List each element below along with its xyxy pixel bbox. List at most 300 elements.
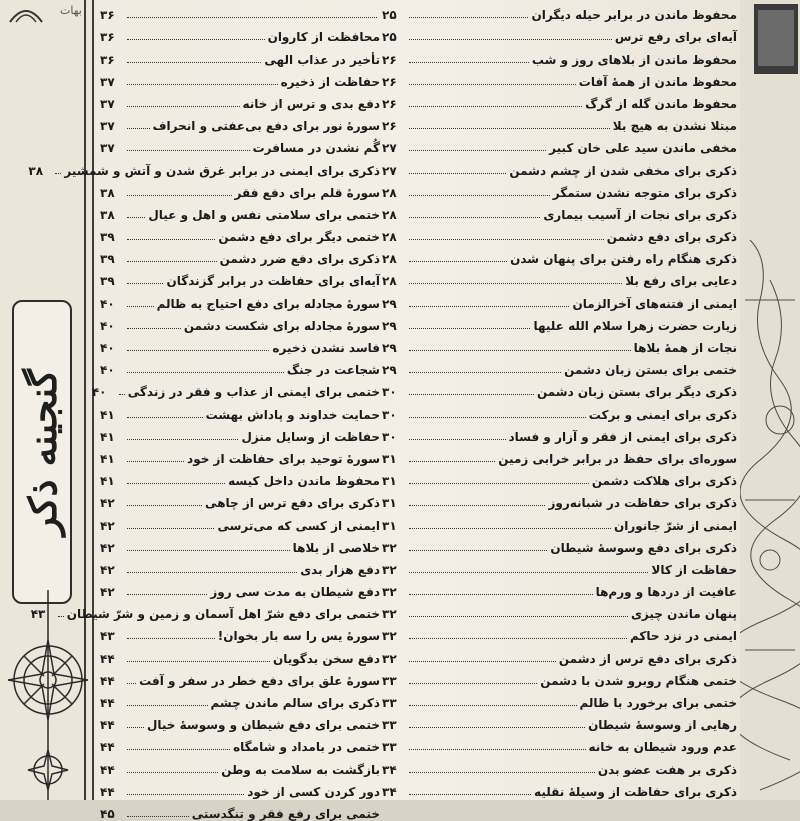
toc-entry-page: ۳۷ [100, 74, 115, 89]
toc-entry-page: ۳۸ [28, 163, 44, 178]
toc-entry-page: ۲۸ [382, 207, 397, 222]
toc-entry-page: ۳۳ [382, 740, 397, 755]
running-header: بهات [60, 4, 82, 17]
toc-entry-title: ختمی برای ایمنی از عذاب و فقر در زندگی [127, 385, 380, 400]
toc-entry [382, 599, 737, 621]
toc-entry-page: ۲۵ [382, 30, 397, 45]
toc-entry [382, 355, 737, 377]
toc-entry-title: شجاعت در جنگ [286, 363, 380, 378]
toc-entry-title: ختمی برای دفع شرّ اهل آسمان و زمین و شرّ شیطان [66, 607, 380, 622]
toc-entry-title: ختمی برای رفع فقر و تنگدستی [191, 806, 380, 821]
toc-entry-title: دفع بدی و ترس از خانه [242, 96, 380, 111]
toc-entry-page: ۲۵ [382, 8, 397, 23]
toc-entry-page: ۳۴ [382, 784, 397, 799]
toc-entry-page: ۴۱ [100, 451, 115, 466]
toc-entry-title: زیارت حضرت زهرا سلام الله علیها [533, 318, 737, 333]
toc-entry [382, 732, 737, 754]
toc-entry-page: ۴۰ [100, 341, 115, 355]
toc-entry [100, 311, 380, 333]
book-title-cartouche [12, 300, 72, 604]
toc-entry-page: ۳۰ [382, 407, 397, 422]
toc-entry-title: آیه‌ای برای حفاظت در برابر گزندگان [166, 274, 380, 289]
toc-entry-page: ۲۶ [382, 52, 397, 67]
toc-entry-title: ذکری دیگر برای بستن زبان دشمن [536, 385, 737, 400]
toc-entry-title: سورهٔ یس را سه بار بخوان! [217, 629, 380, 644]
leader-dots [409, 616, 628, 617]
toc-entry-page: ۲۸ [382, 252, 397, 267]
toc-entry [382, 222, 737, 244]
toc-entry-page: ۳۱ [382, 518, 397, 533]
toc-entry [382, 466, 737, 488]
leader-dots [409, 195, 550, 196]
toc-entry-title: ذکری برای حفاظت از وسیلهٔ نقلیه [534, 784, 737, 799]
toc-entry-title: ختمی هنگام روبرو شدن با دشمن [540, 673, 737, 688]
toc-entry-title: دور کردن کسی از خود [247, 784, 380, 799]
toc-entry-title: ذکری برای دفع دشمن [606, 230, 737, 245]
toc-entry-title: ختمی برای بستن زبان دشمن [564, 363, 737, 378]
leader-dots [127, 106, 240, 107]
toc-entry [100, 732, 380, 754]
toc-entry [382, 488, 737, 510]
leader-dots [409, 594, 593, 595]
leader-dots [409, 328, 530, 329]
leader-dots [127, 749, 230, 750]
leader-dots [409, 128, 610, 129]
leader-dots [409, 17, 528, 18]
leader-dots [127, 683, 136, 684]
toc-entry-title: ذکری برای دفع ضرر دشمن [219, 252, 380, 267]
leader-dots [409, 417, 586, 418]
toc-entry [382, 89, 737, 111]
toc-entry [382, 533, 737, 555]
toc-entry-page: ۲۶ [382, 96, 397, 111]
toc-entry [382, 621, 737, 643]
toc-entry-page: ۴۵ [100, 806, 115, 821]
map-illustration-icon [740, 0, 800, 800]
toc-entry-title: ایمنی از شرّ جانوران [614, 518, 737, 533]
toc-entry [382, 133, 737, 155]
toc-entry-page: ۳۲ [382, 540, 397, 555]
toc-entry-title: ایمنی در نزد حاکم [630, 629, 737, 644]
toc-entry [382, 754, 737, 776]
toc-entry [100, 777, 380, 799]
toc-entry [382, 422, 737, 444]
leader-dots [409, 217, 540, 218]
toc-entry-page: ۲۷ [382, 141, 397, 156]
leader-dots [409, 173, 506, 174]
toc-entry [382, 643, 737, 665]
toc-entry-page: ۲۶ [382, 119, 397, 134]
toc-entry-title: ایمنی از فتنه‌های آخرالزمان [572, 296, 737, 311]
toc-entry-title: مخفی ماندن سید علی خان کبیر [549, 141, 737, 156]
toc-entry [382, 510, 737, 532]
leader-dots [58, 616, 64, 617]
leader-dots [409, 283, 622, 284]
toc-entry-title: حفاظت از وسایل منزل [241, 429, 380, 444]
toc-entry-title: سوره‌ای برای حفظ در برابر خرابی زمین [498, 451, 737, 466]
toc-entry-title: ذکری برای دفع ترس از چاهی [205, 496, 380, 511]
leader-dots [127, 150, 250, 151]
toc-entry [100, 178, 380, 200]
toc-entry-page: ۴۰ [91, 385, 107, 400]
toc-entry-title: عافیت از دردها و ورم‌ها [595, 585, 737, 600]
toc-entry-title: ذکری برای نجات از آسیب بیماری [543, 207, 737, 222]
toc-entry-page: ۲۶ [382, 74, 397, 89]
toc-entry [382, 200, 737, 222]
toc-entry [100, 288, 380, 310]
toc-entry [100, 510, 380, 532]
toc-entry [382, 44, 737, 66]
leader-dots [409, 239, 604, 240]
toc-entry-title: سورهٔ نور برای دفع بی‌عفتی و انحراف [152, 119, 380, 134]
toc-entry [382, 577, 737, 599]
toc-entry-title: سورهٔ علق برای دفع خطر در سفر و آفت [139, 673, 380, 688]
toc-entry-title: نجات از همهٔ بلاها [633, 341, 737, 355]
toc-entry-page: ۳۰ [382, 385, 397, 400]
toc-entry-page: ۴۱ [100, 407, 115, 422]
toc-entry-page: ۲۹ [382, 341, 397, 355]
toc-entry-title: گُم نشدن در مسافرت [252, 141, 380, 156]
toc-entry-page: ۳۰ [382, 429, 397, 444]
leader-dots [127, 417, 203, 418]
toc-entry-title: سورهٔ قلم برای دفع فقر [234, 185, 380, 200]
toc-entry-page: ۴۴ [100, 673, 115, 688]
toc-entry-title: محافظت از کاروان [267, 30, 380, 45]
leader-dots [409, 661, 556, 662]
leader-dots [409, 306, 569, 307]
toc-entry [100, 67, 380, 89]
toc-entry [382, 555, 737, 577]
toc-entry-title: دفع شیطان به مدت سی روز [210, 585, 380, 600]
toc-entry-title: ذکری برای ایمنی در برابر غرق شدن و آتش و شمشیر [64, 163, 380, 178]
toc-entry-page: ۴۲ [100, 496, 115, 511]
toc-entry-title: ذکری برای حفاظت در شبانه‌روز [548, 496, 737, 511]
toc-entry-page: ۴۴ [100, 651, 115, 666]
toc-entry-page: ۴۲ [100, 518, 115, 533]
toc-entry [382, 266, 737, 288]
toc-entry [100, 111, 380, 133]
toc-entry-title: ختمی برای برخورد با ظالم [579, 696, 737, 710]
toc-entry [100, 710, 380, 732]
toc-entry [382, 399, 737, 421]
leader-dots [409, 505, 545, 506]
leader-dots [409, 749, 586, 750]
leader-dots [127, 261, 217, 262]
leader-dots [127, 283, 163, 284]
toc-entry-title: محفوظ ماندن گله از گرگ [585, 96, 737, 111]
toc-entry-page: ۴۱ [100, 429, 115, 444]
toc-entry-title: خلاصی از بلاها [292, 540, 380, 555]
toc-column-right [382, 0, 737, 799]
leader-dots [409, 772, 595, 773]
toc-entry-page: ۳۶ [100, 8, 115, 23]
toc-entry [100, 799, 380, 821]
toc-entry-title: ختمی در بامداد و شامگاه [233, 740, 380, 755]
toc-entry-page: ۴۳ [100, 629, 115, 644]
toc-entry-page: ۳۹ [100, 252, 115, 267]
leader-dots [409, 483, 589, 484]
toc-entry-page: ۴۱ [100, 474, 115, 489]
toc-entry [382, 666, 737, 688]
leader-dots [409, 461, 495, 462]
toc-entry-page: ۳۷ [100, 119, 115, 134]
toc-entry-title: حمایت خداوند و پاداش بهشت [205, 407, 380, 422]
toc-entry-page: ۳۹ [100, 274, 115, 289]
toc-entry [100, 422, 380, 444]
toc-entry [100, 0, 380, 22]
toc-entry-page: ۳۴ [382, 762, 397, 777]
leader-dots [409, 106, 582, 107]
toc-entry-title: ایمنی از کسی که می‌ترسی [217, 518, 380, 533]
leader-dots [127, 594, 207, 595]
toc-entry-title: ذکری برای سالم ماندن چشم [210, 696, 380, 710]
toc-entry [100, 688, 380, 710]
leader-dots [127, 17, 377, 18]
toc-entry-page: ۳۷ [100, 141, 115, 156]
leader-dots [55, 173, 61, 174]
leader-dots [409, 62, 529, 63]
leader-dots [127, 705, 208, 706]
leader-dots [409, 261, 507, 262]
toc-entry [100, 222, 380, 244]
toc-entry-page: ۳۳ [382, 673, 397, 688]
leader-dots [409, 150, 546, 151]
toc-entry-page: ۲۹ [382, 363, 397, 378]
leader-dots [127, 39, 265, 40]
toc-entry-title: ختمی برای دفع شیطان و وسوسهٔ خیال [146, 718, 380, 733]
toc-entry-title: تأخیر در عذاب الهی [264, 52, 380, 67]
toc-entry-title: محفوظ ماندن در برابر حیله دیگران [531, 8, 737, 23]
leader-dots [127, 84, 278, 85]
leader-dots [409, 794, 531, 795]
leader-dots [409, 705, 577, 706]
toc-entry [100, 44, 380, 66]
toc-entry [100, 355, 380, 377]
toc-entry [382, 444, 737, 466]
toc-entry [100, 133, 380, 155]
toc-entry-page: ۴۰ [100, 296, 115, 311]
facing-page-edge [740, 0, 800, 800]
toc-entry-title: سورهٔ توحید برای حفاظت از خود [187, 451, 380, 466]
toc-entry [100, 643, 380, 665]
leader-dots [127, 461, 184, 462]
toc-entry [100, 555, 380, 577]
toc-entry-title: ختمی دیگر برای دفع دشمن [218, 230, 380, 245]
leader-dots [409, 394, 534, 395]
toc-entry-page: ۳۳ [382, 696, 397, 710]
toc-entry-title: دفع هزار بدی [300, 562, 380, 577]
toc-entry [100, 533, 380, 555]
toc-entry [100, 754, 380, 776]
leader-dots [127, 306, 154, 307]
leader-dots [127, 816, 189, 817]
leader-dots [127, 439, 238, 440]
compass-rose-icon [6, 590, 90, 800]
toc-entry [382, 333, 737, 355]
toc-entry [382, 710, 737, 732]
leader-dots [119, 394, 125, 395]
toc-entry-title: بازگشت به سلامت به وطن [221, 762, 380, 777]
toc-entry [100, 244, 380, 266]
book-title: گنجینه ذکر [19, 368, 65, 536]
toc-entry-page: ۳۶ [100, 52, 115, 67]
toc-entry-title: رهایی از وسوسهٔ شیطان [588, 718, 737, 733]
toc-entry-page: ۳۲ [382, 607, 397, 622]
leader-dots [409, 572, 648, 573]
toc-entry-title: ذکری برای دفع ترس از دشمن [558, 651, 737, 666]
leader-dots [127, 794, 244, 795]
toc-entry-title: ذکری برای ایمنی از فقر و آزار و فساد [508, 429, 737, 444]
toc-entry [382, 311, 737, 333]
toc-entry-title: محفوظ ماندن از بلاهای روز و شب [531, 52, 737, 67]
toc-entry-page: ۳۳ [382, 718, 397, 733]
leader-dots [127, 128, 150, 129]
toc-entry [91, 377, 380, 400]
toc-entry [100, 22, 380, 44]
toc-entry-page: ۲۹ [382, 318, 397, 333]
toc-entry-page: ۴۲ [100, 562, 115, 577]
leader-dots [127, 772, 218, 773]
toc-entry-title: ختمی برای سلامتی نفس و اهل و عیال [148, 207, 380, 222]
toc-entry-page: ۴۰ [100, 318, 115, 333]
leader-dots [127, 328, 181, 329]
toc-entry-title: ذکری برای ایمنی و برکت [588, 407, 737, 422]
leader-dots [409, 350, 631, 351]
toc-entry [382, 377, 737, 399]
toc-entry-page: ۳۲ [382, 651, 397, 666]
toc-entry [382, 22, 737, 44]
leader-dots [409, 372, 561, 373]
toc-entry-page: ۳۱ [382, 474, 397, 489]
leader-dots [127, 217, 145, 218]
toc-entry-title: سورهٔ مجادله برای دفع احتیاج به ظالم [156, 296, 380, 311]
toc-entry-page: ۴۴ [100, 740, 115, 755]
leader-dots [127, 350, 269, 351]
toc-entry-title: محفوظ ماندن از همهٔ آفات [578, 74, 737, 89]
toc-entry [382, 178, 737, 200]
toc-entry-title: آیه‌ای برای رفع ترس [614, 30, 737, 45]
toc-entry [382, 111, 737, 133]
leader-dots [127, 528, 214, 529]
toc-entry-page: ۳۶ [100, 30, 115, 45]
toc-entry-page: ۳۸ [100, 207, 115, 222]
toc-entry-page: ۲۸ [382, 230, 397, 245]
toc-entry [382, 777, 737, 799]
toc-entry [100, 444, 380, 466]
toc-entry-title: ذکری برای هلاکت دشمن [591, 474, 737, 489]
toc-entry-page: ۴۳ [30, 607, 46, 622]
toc-entry [382, 67, 737, 89]
toc-entry [100, 621, 380, 643]
toc-entry-title: فاسد نشدن ذخیره [272, 341, 380, 355]
toc-entry-page: ۳۹ [100, 230, 115, 245]
toc-entry [382, 688, 737, 710]
toc-entry-page: ۲۷ [382, 163, 397, 178]
leader-dots [409, 528, 611, 529]
toc-entry-page: ۴۲ [100, 540, 115, 555]
toc-entry [100, 200, 380, 222]
leader-dots [409, 683, 537, 684]
toc-entry-title: حفاظت از کالا [651, 562, 737, 577]
toc-entry [100, 399, 380, 421]
toc-entry-page: ۴۴ [100, 784, 115, 799]
toc-entry [100, 666, 380, 688]
leader-dots [409, 727, 585, 728]
toc-entry [30, 599, 380, 622]
toc-entry [382, 244, 737, 266]
toc-entry-page: ۳۱ [382, 496, 397, 511]
toc-entry-title: ذکری برای متوجه نشدن ستمگر [552, 185, 737, 200]
leader-dots [409, 550, 547, 551]
leader-dots [409, 84, 576, 85]
leader-dots [409, 638, 627, 639]
toc-entry-page: ۳۲ [382, 562, 397, 577]
toc-entry-page: ۴۴ [100, 762, 115, 777]
toc-entry-title: عدم ورود شیطان به خانه [588, 740, 737, 755]
toc-entry-title: ذکری بر هفت عضو بدن [597, 762, 737, 777]
leader-dots [127, 727, 144, 728]
leader-dots [127, 195, 232, 196]
leader-dots [127, 572, 297, 573]
toc-entry [100, 333, 380, 355]
toc-entry-page: ۳۷ [100, 96, 115, 111]
leader-dots [409, 39, 612, 40]
toc-entry-page: ۴۴ [100, 718, 115, 733]
toc-entry-page: ۴۰ [100, 363, 115, 378]
leader-dots [127, 661, 270, 662]
leader-dots [127, 638, 215, 639]
toc-entry [382, 288, 737, 310]
leader-dots [127, 62, 261, 63]
leader-dots [127, 372, 284, 373]
toc-entry-title: ذکری برای دفع وسوسهٔ شیطان [550, 540, 737, 555]
toc-entry [28, 155, 380, 178]
toc-entry [100, 89, 380, 111]
toc-entry [382, 0, 737, 22]
toc-entry-title: دعایی برای رفع بلا [625, 274, 737, 289]
toc-entry-title: پنهان ماندن چیزی [630, 607, 737, 622]
toc-entry-page: ۲۹ [382, 296, 397, 311]
leader-dots [127, 550, 290, 551]
leader-dots [127, 483, 225, 484]
toc-entry-title: سورهٔ مجادله برای شکست دشمن [183, 318, 380, 333]
toc-entry-page: ۲۸ [382, 274, 397, 289]
toc-entry-title: مبتلا نشدن به هیچ بلا [612, 119, 737, 134]
decorative-border [0, 0, 94, 800]
toc-entry [100, 466, 380, 488]
toc-entry-page: ۴۲ [100, 585, 115, 600]
leader-dots [409, 439, 506, 440]
toc-entry [100, 488, 380, 510]
toc-entry-page: ۴۴ [100, 696, 115, 710]
ornament-icon [8, 0, 44, 24]
toc-entry-title: ذکری هنگام راه رفتن برای پنهان شدن [510, 252, 737, 267]
toc-entry [100, 577, 380, 599]
leader-dots [127, 505, 202, 506]
toc-entry-title: حفاظت از ذخیره [280, 74, 380, 89]
toc-entry-title: دفع سخن بدگویان [272, 651, 380, 666]
toc-entry-page: ۳۲ [382, 629, 397, 644]
toc-entry [100, 266, 380, 288]
toc-entry-page: ۳۸ [100, 185, 115, 200]
toc-entry-page: ۳۲ [382, 585, 397, 600]
leader-dots [127, 239, 215, 240]
toc-entry-page: ۲۸ [382, 185, 397, 200]
toc-entry-title: محفوظ ماندن داخل کیسه [228, 474, 380, 489]
toc-entry [382, 155, 737, 177]
toc-entry-title: ذکری برای مخفی شدن از چشم دشمن [509, 163, 737, 178]
toc-entry-page: ۳۱ [382, 451, 397, 466]
